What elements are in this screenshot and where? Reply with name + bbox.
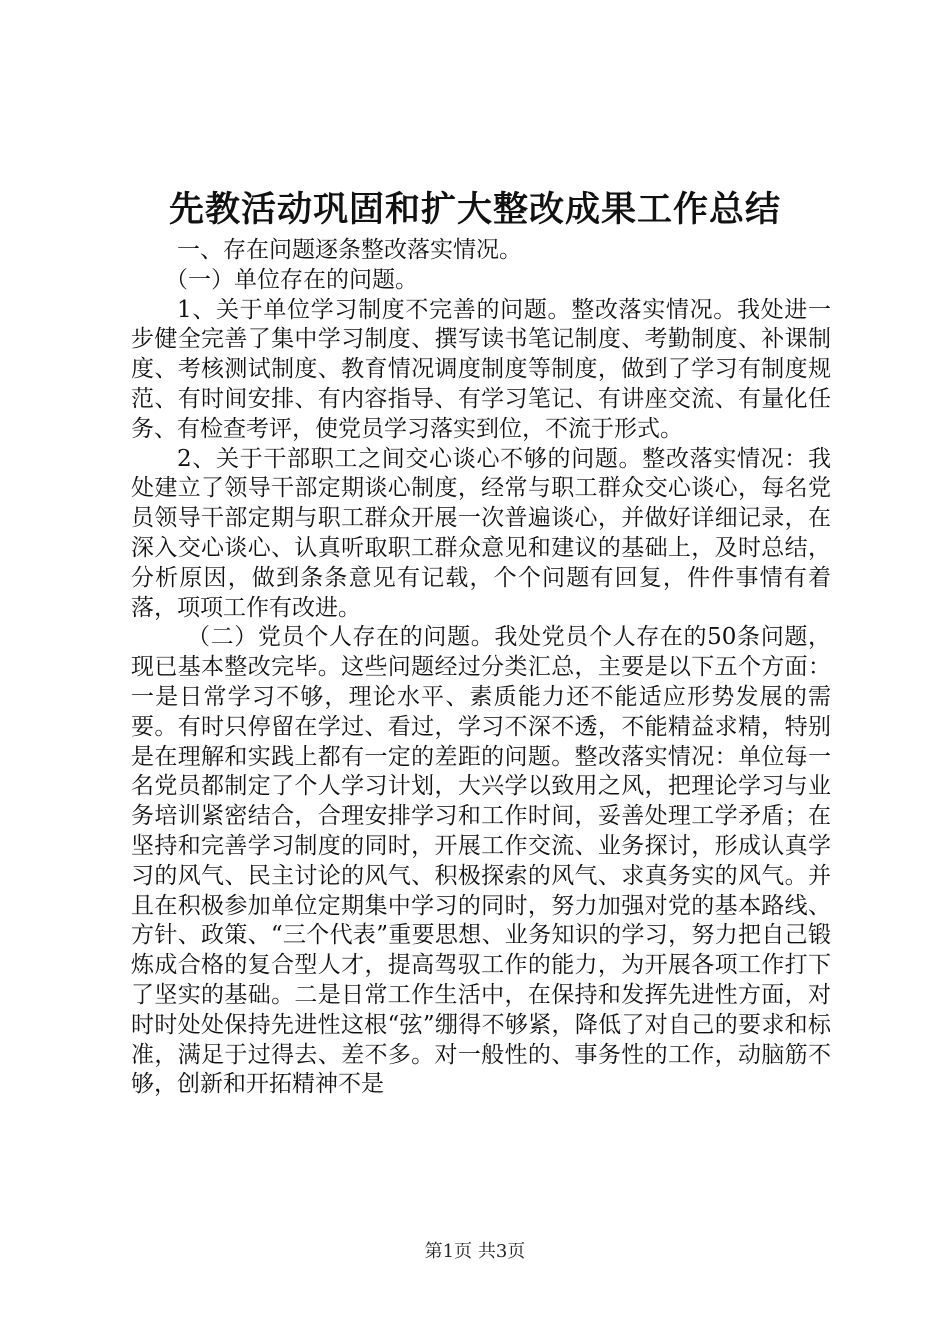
document-body	[131, 236, 831, 1100]
section-heading-1: 一、存在问题逐条整改落实情况。	[177, 237, 522, 263]
paragraph-item-2: 2、关于干部职工之间交心谈心不够的问题。整改落实情况：我处建立了领导干部定期谈心制度，经常与职工群众交心谈心，每名党员领导干部定期与职工群众开展一次普遍谈心，并做好详细记录，在深入交心谈心、认真听取职工群众意见和建议的基础上，及时总结，分析原因，做到条条意见有记载，个个问题有回复，件件事情有着落，项项工作有改进。	[131, 445, 831, 621]
paragraph-subsection-2: （二）党员个人存在的问题。我处党员个人存在的50条问题，现已基本整改完毕。这些问题经过分类汇总，主要是以下五个方面：一是日常学习不够，理论水平、素质能力还不能适应形势发展的需要。有时只停留在学过、看过，学习不深不透，不能精益求精，特别是在理解和实践上都有一定的差距的问题。整改落实情况：单位每一名党员都制定了个人学习计划，大兴学以致用之风，把理论学习与业务培训紧密结合，合理安排学习和工作时间，妥善处理工学矛盾；在坚持和完善学习制度的同时，开展工作交流、业务探讨，形成认真学习的风气、民主讨论的风气、积极探索的风气、求真务实的风气。并且在积极参加单位定期集中学习的同时，努力加强对党的基本路线、方针、政策、“三个代表”重要思想、业务知识的学习，努力把自己锻炼成合格的复合型人才，提高驾驭工作的能力，为开展各项工作打下了坚实的基础。二是日常工作生活中，在保持和发挥先进性方面，对时时处处保持先进性这根“弦”绷得不够紧，降低了对自己的要求和标准，满足于过得去、差不多。对一般性的、事务性的工作，动脑筋不够，创新和开拓精神不是	[131, 624, 831, 1098]
page-number: 第1页 共3页	[424, 1241, 526, 1262]
document-title: 先教活动巩固和扩大整改成果工作总结	[168, 189, 781, 230]
subsection-heading-1: （一）单位存在的问题。	[165, 266, 418, 293]
paragraph-item-1: 1、关于单位学习制度不完善的问题。整改落实情况。我处进一步健全完善了集中学习制度、撰写读书笔记制度、考勤制度、补课制度、考核测试制度、教育情况调度制度等制度，做到了学习有制度规范、有时间安排、有内容指导、有学习笔记、有讲座交流、有量化任务、有检查考评，使党员学习落实到位，不流于形式。	[131, 296, 831, 442]
